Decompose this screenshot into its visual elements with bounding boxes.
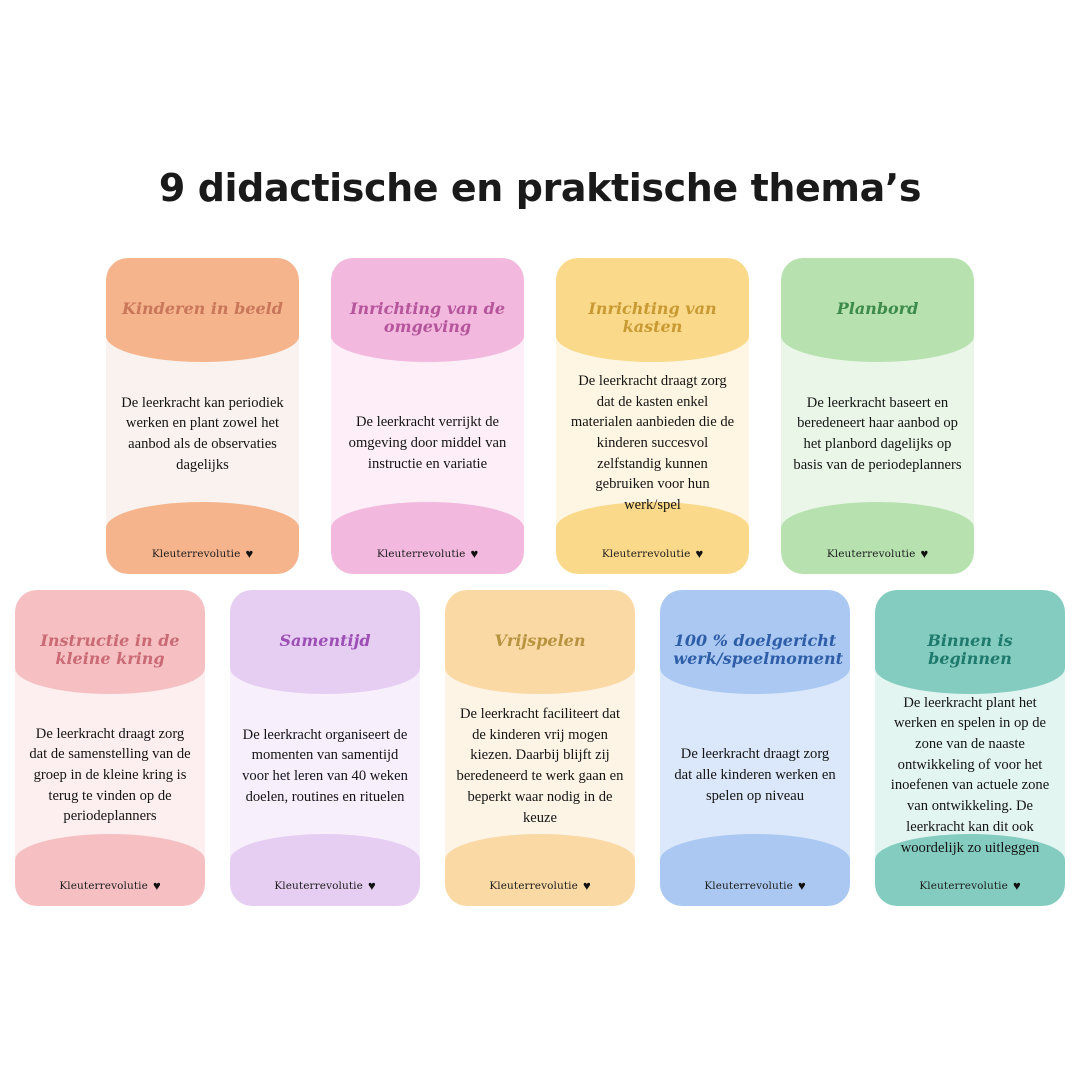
theme-card[interactable] — [556, 258, 749, 574]
brand-mark — [556, 547, 749, 560]
brand-mark — [331, 547, 524, 560]
card-description: De leerkracht organiseert de momenten van samentijd voor het leren van 40 weken doelen, routines en rituelen — [242, 726, 408, 805]
card-description: De leerkracht plant het werken en spelen in op de zone van de naaste ontwikkeling of voor het inoefenen van actuele zone van ontwikkeling. De leerkracht kan dit ook woordelijk zo uitleggen — [890, 694, 1050, 856]
card-title: Inrichting van de omgeving — [349, 299, 506, 337]
heart-icon: ♥ — [367, 878, 376, 893]
card-description: De leerkracht draagt zorg dat alle kinderen werken en spelen op niveau — [674, 746, 836, 804]
card-description: De leerkracht verrijkt de omgeving door middel van instructie en variatie — [348, 414, 507, 472]
brand-mark — [781, 547, 974, 560]
theme-card[interactable] — [106, 258, 299, 574]
theme-card[interactable] — [445, 590, 635, 906]
heart-icon: ♥ — [152, 878, 161, 893]
brand-name: Kleuterrevolutie — [151, 547, 241, 560]
brand-mark — [660, 879, 850, 892]
heart-icon: ♥ — [695, 546, 704, 561]
brand-name: Kleuterrevolutie — [601, 547, 691, 560]
card-description: De leerkracht faciliteert dat de kinderen vrij mogen kiezen. Daarbij blijft zij beredeneerd te werk gaan en beperkt waar nodig in de keuze — [456, 706, 624, 826]
brand-mark — [230, 879, 420, 892]
card-title: Kinderen in beeld — [122, 299, 283, 318]
theme-card[interactable] — [660, 590, 850, 906]
heart-icon: ♥ — [797, 878, 806, 893]
brand-name: Kleuterrevolutie — [919, 879, 1008, 892]
theme-card[interactable] — [15, 590, 205, 906]
card-row-top — [0, 258, 1080, 574]
card-description: De leerkracht baseert en beredeneert haar aanbod op het planbord dagelijks op basis van de periodeplanners — [793, 394, 962, 473]
theme-card[interactable] — [230, 590, 420, 906]
card-description: De leerkracht draagt zorg dat de samenstelling van de groep in de kleine kring is terug te vinden op de periodeplanners — [29, 725, 191, 825]
brand-mark — [106, 547, 299, 560]
theme-card[interactable] — [781, 258, 974, 574]
card-row-bottom — [0, 590, 1080, 906]
page-title: 9 didactische en praktische thema’s — [158, 166, 922, 210]
heart-icon: ♥ — [470, 546, 479, 561]
heart-icon: ♥ — [920, 546, 929, 561]
heart-icon: ♥ — [582, 878, 591, 893]
card-description: De leerkracht draagt zorg dat de kasten enkel materialen aanbieden die de kinderen succesvol zelfstandig kunnen gebruiken voor hun werk/spel — [570, 372, 735, 514]
heart-icon: ♥ — [245, 546, 254, 561]
brand-name: Kleuterrevolutie — [489, 879, 578, 892]
card-title: Planbord — [836, 299, 919, 318]
card-title: 100 % doelgericht werk/speelmoment — [673, 631, 843, 669]
heart-icon: ♥ — [1012, 878, 1021, 893]
card-title: Samentijd — [279, 631, 371, 650]
theme-card[interactable] — [875, 590, 1065, 906]
brand-name: Kleuterrevolutie — [59, 879, 148, 892]
card-title: Instructie in de kleine kring — [40, 631, 180, 669]
brand-name: Kleuterrevolutie — [826, 547, 916, 560]
card-title: Inrichting van kasten — [588, 299, 717, 337]
brand-mark — [875, 879, 1065, 892]
brand-mark — [15, 879, 205, 892]
card-description: De leerkracht kan periodiek werken en plant zowel het aanbod als de observaties dagelijks — [121, 394, 284, 473]
theme-card[interactable] — [331, 258, 524, 574]
card-title: Vrijspelen — [494, 631, 586, 650]
brand-name: Kleuterrevolutie — [704, 879, 793, 892]
card-title: Binnen is beginnen — [927, 631, 1013, 669]
brand-mark — [445, 879, 635, 892]
brand-name: Kleuterrevolutie — [376, 547, 466, 560]
brand-name: Kleuterrevolutie — [274, 879, 363, 892]
